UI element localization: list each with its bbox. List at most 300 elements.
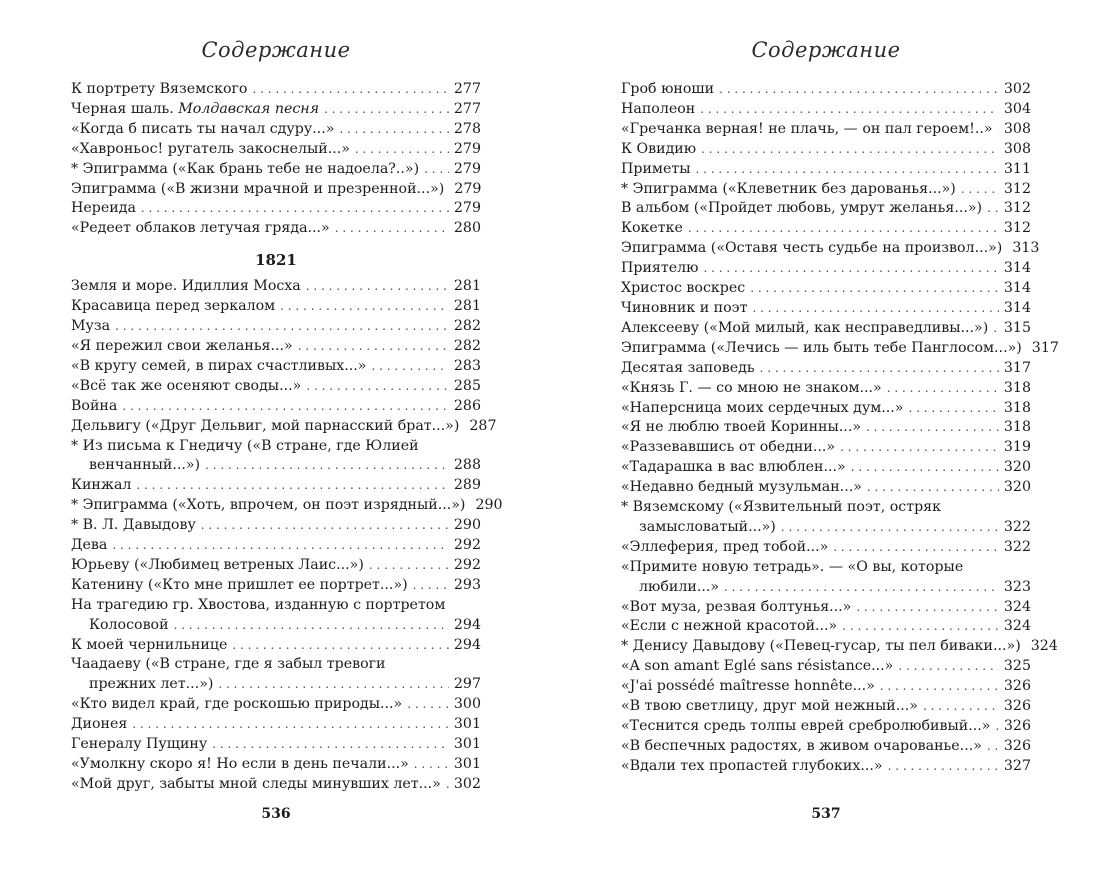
toc-entry-title bbox=[71, 695, 402, 715]
dot-leader bbox=[205, 456, 449, 476]
toc-entry bbox=[621, 160, 1031, 180]
dot-leader bbox=[995, 717, 998, 737]
toc-entry-title bbox=[71, 476, 131, 496]
dot-leader bbox=[887, 379, 999, 399]
toc-entry-title bbox=[621, 160, 690, 180]
toc-entry-title-text: Дельвигу («Друг Дельвиг, мой парнасский брат...») bbox=[71, 417, 460, 434]
toc-entry-page: 290 bbox=[475, 497, 503, 514]
toc-entry bbox=[71, 160, 481, 180]
toc-entry bbox=[621, 717, 1031, 737]
toc-entry bbox=[71, 556, 481, 576]
dot-leader bbox=[760, 359, 999, 379]
toc-entry bbox=[621, 80, 1031, 100]
toc-entry-page: 326 bbox=[1003, 718, 1031, 734]
toc-entry-title bbox=[621, 418, 861, 438]
toc-entry-page: 279 bbox=[453, 140, 481, 157]
toc-entry bbox=[71, 80, 481, 100]
dot-leader bbox=[174, 616, 449, 636]
dot-leader bbox=[867, 478, 999, 498]
toc-entry-page: 324 bbox=[1003, 618, 1031, 635]
toc-entry-title bbox=[71, 496, 465, 516]
toc-entry-title bbox=[89, 675, 213, 695]
toc-entry-title-text: «Наперсница моих сердечных дум...» bbox=[621, 399, 904, 416]
toc-entry-title bbox=[71, 80, 247, 100]
running-header: Содержание bbox=[751, 38, 901, 62]
toc-entry-page: 322 bbox=[1003, 538, 1031, 555]
dot-leader bbox=[833, 538, 999, 558]
toc-entry-page: 308 bbox=[1003, 140, 1031, 157]
toc-entry bbox=[621, 319, 1031, 339]
toc-entry bbox=[621, 757, 1031, 777]
toc-entry bbox=[621, 259, 1031, 279]
toc-entry-title bbox=[71, 397, 117, 417]
dot-leader bbox=[122, 397, 449, 417]
dot-leader bbox=[306, 277, 449, 297]
toc-entry bbox=[71, 536, 481, 556]
toc-entry bbox=[621, 478, 1031, 498]
toc-entry-title-text: «A son amant Eglé sans résistance...» bbox=[621, 658, 894, 675]
toc-entry bbox=[621, 498, 1031, 538]
toc-entry-title bbox=[71, 417, 459, 437]
toc-entry-page: 311 bbox=[1003, 160, 1031, 177]
dot-leader bbox=[703, 259, 998, 279]
toc-entry-title bbox=[89, 616, 169, 636]
toc-entry-page: 312 bbox=[1003, 200, 1031, 217]
toc-entry-title bbox=[621, 140, 696, 160]
toc-entry-page: 279 bbox=[453, 200, 481, 217]
toc-entry-title bbox=[621, 617, 837, 637]
toc-entry bbox=[71, 715, 481, 735]
toc-entry bbox=[71, 357, 481, 377]
toc-entry bbox=[621, 558, 1031, 598]
toc-entry-title bbox=[639, 518, 776, 538]
toc-entry-title bbox=[621, 180, 956, 200]
toc-entry bbox=[621, 100, 1031, 120]
toc-entry-title-text: «В кругу семей, в пирах счастливых...» bbox=[71, 357, 367, 374]
toc-entry-title-text: * В. Л. Давыдову bbox=[71, 517, 196, 534]
toc-entry-title-text: Красавица перед зеркалом bbox=[71, 298, 276, 315]
toc-entry-page: 315 bbox=[1003, 319, 1031, 336]
toc-entry-title-text: любили...» bbox=[639, 578, 720, 595]
toc-entry-page: 301 bbox=[453, 716, 481, 733]
toc-entry-page: 287 bbox=[469, 417, 497, 434]
toc-entry bbox=[621, 140, 1031, 160]
running-header: Содержание bbox=[201, 38, 351, 62]
toc-entry bbox=[71, 596, 481, 636]
toc-entry-title bbox=[71, 180, 444, 200]
toc-entry-title-text: Эпиграмма («Оставя честь судьбе на произвол...») bbox=[621, 240, 1003, 257]
toc-entry-page: 326 bbox=[1003, 698, 1031, 715]
toc-entry bbox=[71, 636, 481, 656]
dot-leader bbox=[842, 617, 999, 637]
dot-leader bbox=[355, 140, 449, 160]
toc-entry-title-line: * Из письма к Гнедичу («В стране, где Юлией bbox=[71, 437, 419, 454]
toc-entry bbox=[71, 397, 481, 417]
dot-leader bbox=[132, 715, 449, 735]
toc-entry-title bbox=[621, 598, 851, 618]
toc-entry-title-text: Десятая заповедь bbox=[621, 359, 755, 376]
year-heading: 1821 bbox=[255, 251, 297, 270]
toc-entry-title-text: Гроб юноши bbox=[621, 81, 715, 97]
toc-entry bbox=[71, 377, 481, 397]
dot-leader bbox=[724, 578, 999, 598]
toc-entry-title-text: * Эпиграмма («Хоть, впрочем, он поэт изрядный...») bbox=[71, 497, 466, 514]
toc-entry-page: 314 bbox=[1003, 260, 1031, 277]
toc-entry-page: 286 bbox=[453, 397, 481, 414]
dot-leader bbox=[407, 695, 449, 715]
toc-entry bbox=[621, 538, 1031, 558]
toc-entry-title-text: прежних лет...») bbox=[89, 676, 214, 693]
toc-entry-title-text: Война bbox=[71, 397, 118, 414]
toc-entry-title-text: В альбом («Пройдет любовь, умрут желанья...») bbox=[621, 200, 983, 217]
toc-entry-title bbox=[71, 755, 409, 775]
toc-entry bbox=[71, 100, 481, 120]
toc-entry-title-text: Наполеон bbox=[621, 100, 696, 117]
toc-entry-title-text: венчанный...») bbox=[89, 457, 201, 474]
toc-entry-title bbox=[71, 120, 334, 140]
toc-entry bbox=[71, 277, 481, 297]
toc-entry bbox=[71, 516, 481, 536]
toc-entry-title bbox=[621, 657, 893, 677]
dot-leader bbox=[112, 536, 449, 556]
toc-entry-title bbox=[621, 717, 990, 737]
toc-entry-title-text: * Эпиграмма («Как брань тебе не надоела?..») bbox=[71, 160, 420, 177]
toc-entry-title bbox=[621, 219, 683, 239]
dot-leader bbox=[998, 120, 999, 140]
toc-entry-title bbox=[621, 359, 755, 379]
toc-entry-title bbox=[71, 576, 408, 596]
toc-entry-title bbox=[89, 456, 200, 476]
toc-entry bbox=[621, 180, 1031, 200]
toc-entry-title bbox=[71, 317, 110, 337]
toc-entry-title-text: «Всё так же осеняют своды...» bbox=[71, 377, 302, 394]
toc-entry-page: 292 bbox=[453, 556, 481, 573]
toc-entry-title-text: «Тадарашка в вас влюблен...» bbox=[621, 459, 846, 476]
toc-entry-page: 279 bbox=[453, 160, 481, 177]
left-page bbox=[71, 0, 503, 880]
dot-leader bbox=[413, 576, 449, 596]
dot-leader bbox=[987, 199, 999, 219]
toc-entry-page: 324 bbox=[1003, 598, 1031, 615]
toc-entry bbox=[621, 458, 1031, 478]
toc-entry bbox=[71, 437, 481, 477]
dot-leader bbox=[252, 80, 448, 100]
toc-entry-title-text: «Кто видел край, где роскошью природы...» bbox=[71, 696, 403, 713]
toc-entry-page: 300 bbox=[453, 696, 481, 713]
toc-entry bbox=[621, 299, 1031, 319]
dot-leader bbox=[141, 199, 449, 219]
toc-entry-title-text: Приятелю bbox=[621, 260, 699, 277]
toc-entry bbox=[621, 199, 1031, 219]
dot-leader bbox=[856, 598, 999, 618]
toc-entry-title-text: «Хавроньос! ругатель закоснелый...» bbox=[71, 140, 350, 157]
toc-entry-title-text: Черная шаль. bbox=[71, 100, 179, 117]
toc-entry-title-text: замысловатый...») bbox=[639, 518, 776, 535]
toc-entry bbox=[621, 359, 1031, 379]
toc-entry-title-text: Юрьеву («Любимец ветреных Лаис...») bbox=[71, 556, 364, 573]
toc-entry-title-text: «Эллеферия, пред тобой...» bbox=[621, 538, 829, 555]
toc-entry-page: 322 bbox=[1003, 518, 1031, 535]
toc-entry-title bbox=[71, 715, 127, 735]
toc-entry-title-text: «В твою светлицу, друг мой нежный...» bbox=[621, 698, 918, 715]
toc-entry-title-text: Колосовой bbox=[89, 616, 169, 633]
toc-entry-page: 308 bbox=[1003, 120, 1031, 137]
dot-leader bbox=[866, 418, 999, 438]
toc-entry-page: 289 bbox=[453, 477, 481, 494]
toc-entry-page: 301 bbox=[453, 736, 481, 753]
toc-entry-title-text: К моей чернильнице bbox=[71, 636, 228, 653]
toc-entry-title bbox=[621, 697, 918, 717]
toc-entry-page: 324 bbox=[1030, 638, 1058, 655]
dot-leader bbox=[695, 160, 998, 180]
toc-entry-title-text: Приметы bbox=[621, 160, 691, 177]
toc-entry-title bbox=[71, 357, 366, 377]
toc-entry-title-text: «Раззевавшись от обедни...» bbox=[621, 439, 836, 456]
dot-leader bbox=[987, 737, 999, 757]
toc-entry bbox=[621, 219, 1031, 239]
toc-entry-title bbox=[621, 80, 714, 100]
toc-entry-title bbox=[621, 319, 988, 339]
dot-leader bbox=[306, 377, 449, 397]
toc-entry-title bbox=[71, 297, 275, 317]
toc-entry bbox=[621, 339, 1059, 359]
toc-entry-page: 281 bbox=[453, 298, 481, 315]
dot-leader bbox=[424, 160, 449, 180]
toc-entry-title-text: Кокетке bbox=[621, 220, 683, 237]
toc-entry-title-text: «Вдали тех пропастей глубоких...» bbox=[621, 757, 883, 774]
toc-entry-page: 277 bbox=[453, 81, 481, 97]
toc-entry bbox=[71, 219, 481, 239]
toc-entry-title-text: Эпиграмма («В жизни мрачной и презренной...») bbox=[71, 180, 445, 197]
toc-entry-title bbox=[71, 516, 196, 536]
toc-entry-title bbox=[621, 299, 747, 319]
dot-leader bbox=[688, 219, 999, 239]
toc-entry-title bbox=[621, 478, 862, 498]
toc-entry-page: 283 bbox=[453, 357, 481, 374]
toc-entry-page: 318 bbox=[1003, 399, 1031, 416]
toc-entry bbox=[621, 697, 1031, 717]
toc-entry-page: 319 bbox=[1003, 439, 1031, 456]
dot-leader bbox=[218, 675, 448, 695]
toc-entry-title-text: Дева bbox=[71, 537, 108, 554]
dot-leader bbox=[993, 319, 999, 339]
page-number: 537 bbox=[811, 806, 841, 822]
toc-entry bbox=[71, 180, 481, 200]
toc-entry-title-text: Катенину («Кто мне пришлет ее портрет...») bbox=[71, 576, 408, 593]
toc-entry-title bbox=[621, 100, 695, 120]
toc-entry-title-text: «Мой друг, забыты мной следы минувших лет...» bbox=[71, 775, 441, 792]
toc-entry bbox=[71, 735, 481, 755]
toc-entry-title-text: «J'ai possédé maîtresse honnête...» bbox=[621, 678, 875, 695]
toc-list bbox=[621, 80, 1059, 777]
dot-leader bbox=[298, 337, 449, 357]
toc-entry-title bbox=[71, 536, 107, 556]
toc-entry-page: 318 bbox=[1003, 379, 1031, 396]
toc-entry bbox=[71, 775, 481, 795]
dot-leader bbox=[880, 677, 999, 697]
toc-entry-title bbox=[71, 199, 136, 219]
toc-entry-title bbox=[621, 737, 982, 757]
dot-leader bbox=[908, 399, 998, 419]
toc-entry-page: 327 bbox=[1003, 757, 1031, 774]
toc-entry-title bbox=[71, 735, 207, 755]
toc-entry-title bbox=[71, 337, 293, 357]
toc-entry-page: 278 bbox=[453, 120, 481, 137]
toc-entry-page: 294 bbox=[453, 636, 481, 653]
toc-entry-page: 304 bbox=[1003, 100, 1031, 117]
toc-entry-title-text: Эпиграмма («Лечись — иль быть тебе Панглосом...») bbox=[621, 339, 1022, 356]
toc-entry-title bbox=[71, 140, 350, 160]
toc-entry-title bbox=[621, 120, 993, 140]
toc-entry-page: 293 bbox=[453, 576, 481, 593]
toc-entry bbox=[621, 239, 1040, 259]
right-page bbox=[621, 0, 1059, 880]
toc-entry bbox=[621, 120, 1031, 140]
dot-leader bbox=[232, 636, 449, 656]
toc-entry-title bbox=[621, 538, 828, 558]
toc-entry-page: 280 bbox=[453, 220, 481, 237]
dot-leader bbox=[280, 297, 449, 317]
toc-entry-title-text: «Гречанка верная! не плачь, — он пал героем!..» bbox=[621, 120, 993, 137]
toc-entry-title-text: Генералу Пущину bbox=[71, 736, 208, 753]
toc-entry bbox=[71, 140, 481, 160]
dot-leader bbox=[752, 299, 998, 319]
toc-entry bbox=[71, 120, 481, 140]
toc-entry-title bbox=[71, 556, 364, 576]
toc-entry-title-text: «Умолкну скоро я! Но если в день печали...» bbox=[71, 756, 409, 772]
dot-leader bbox=[446, 775, 449, 795]
toc-entry-title bbox=[621, 438, 835, 458]
toc-entry-page: 282 bbox=[453, 318, 481, 335]
dot-leader bbox=[700, 100, 999, 120]
toc-entry-page: 314 bbox=[1003, 280, 1031, 297]
dot-leader bbox=[371, 357, 448, 377]
toc-entry-title bbox=[621, 399, 903, 419]
toc-entry bbox=[621, 379, 1031, 399]
toc-entry-title-line: * Вяземскому («Язвительный поэт, остряк bbox=[621, 499, 941, 516]
dot-leader bbox=[781, 518, 999, 538]
toc-entry-page: 301 bbox=[453, 756, 481, 772]
toc-entry bbox=[71, 655, 481, 695]
toc-entry-title bbox=[639, 578, 719, 598]
toc-entry-page: 285 bbox=[453, 377, 481, 394]
dot-leader bbox=[923, 697, 999, 717]
toc-entry bbox=[71, 476, 481, 496]
toc-entry-page: 277 bbox=[453, 100, 481, 117]
toc-entry-title-line: На трагедию гр. Хвостова, изданную с портретом bbox=[71, 596, 446, 613]
toc-entry-title bbox=[621, 458, 846, 478]
toc-entry-page: 320 bbox=[1003, 459, 1031, 476]
toc-entry bbox=[621, 677, 1031, 697]
toc-entry-title-text: Нереида bbox=[71, 200, 136, 217]
toc-entry-title-text: «Я не люблю твоей Коринны...» bbox=[621, 419, 862, 436]
toc-entry bbox=[71, 695, 481, 715]
toc-entry-page: 314 bbox=[1003, 299, 1031, 316]
toc-entry-page: 282 bbox=[453, 337, 481, 354]
toc-entry-page: 290 bbox=[453, 517, 481, 534]
dot-leader bbox=[719, 80, 999, 100]
toc-entry-title-line: Чаадаеву («В стране, где я забыл тревоги bbox=[71, 656, 386, 673]
toc-entry bbox=[621, 657, 1031, 677]
toc-entry-title-text: Алексееву («Мой милый, как несправедливы...») bbox=[621, 319, 989, 336]
toc-entry-page: 302 bbox=[453, 775, 481, 792]
dot-leader bbox=[840, 438, 999, 458]
dot-leader bbox=[324, 100, 449, 120]
toc-entry bbox=[621, 637, 1058, 657]
toc-entry-title-text: «Я пережил свои желанья...» bbox=[71, 337, 293, 354]
page-number: 536 bbox=[261, 806, 291, 822]
toc-entry-title-text: «Недавно бедный музульман...» bbox=[621, 479, 862, 496]
dot-leader bbox=[212, 735, 449, 755]
dot-leader bbox=[701, 140, 999, 160]
toc-entry bbox=[621, 737, 1031, 757]
toc-entry bbox=[71, 417, 497, 437]
toc-entry-title-text: «Когда б писать ты начал сдуру...» bbox=[71, 120, 335, 137]
toc-entry bbox=[71, 337, 481, 357]
dot-leader bbox=[750, 279, 999, 299]
toc-entry-title-text: Дионея bbox=[71, 716, 128, 733]
toc-entry-page: 312 bbox=[1003, 220, 1031, 237]
toc-entry-page: 317 bbox=[1031, 339, 1059, 356]
toc-entry bbox=[621, 399, 1031, 419]
toc-entry-title-text: «В беспечных радостях, в живом очарованье...» bbox=[621, 737, 982, 754]
toc-entry-page: 294 bbox=[453, 616, 481, 633]
toc-list bbox=[71, 80, 503, 795]
toc-entry-title bbox=[621, 637, 1021, 657]
toc-entry-title bbox=[71, 219, 330, 239]
toc-entry-page: 279 bbox=[454, 180, 482, 197]
toc-entry-page: 312 bbox=[1003, 180, 1031, 197]
toc-entry bbox=[621, 438, 1031, 458]
toc-entry bbox=[621, 418, 1031, 438]
toc-entry-page: 325 bbox=[1003, 658, 1031, 675]
dot-leader bbox=[369, 556, 449, 576]
toc-entry bbox=[71, 576, 481, 596]
dot-leader bbox=[888, 757, 999, 777]
toc-entry-page: 323 bbox=[1003, 578, 1031, 595]
toc-entry-page: 297 bbox=[453, 676, 481, 693]
toc-entry bbox=[621, 598, 1031, 618]
toc-entry-title-text: «Если с нежной красотой...» bbox=[621, 618, 838, 635]
toc-entry-title-text: * Эпиграмма («Клеветник без дарованья...») bbox=[621, 180, 956, 197]
toc-entry-page: 313 bbox=[1012, 240, 1040, 257]
toc-entry-page: 317 bbox=[1003, 359, 1031, 376]
dot-leader bbox=[136, 476, 448, 496]
toc-entry-title-text: «Вот муза, резвая болтунья...» bbox=[621, 598, 852, 615]
toc-entry-title bbox=[71, 277, 301, 297]
dot-leader bbox=[961, 180, 999, 200]
toc-entry-title bbox=[621, 757, 883, 777]
dot-leader bbox=[115, 317, 449, 337]
toc-entry-title bbox=[71, 160, 419, 180]
toc-entry-title-text: Кинжал bbox=[71, 477, 132, 494]
toc-entry-page: 320 bbox=[1003, 479, 1031, 496]
toc-entry-subtitle: Молдавская песня bbox=[178, 100, 320, 117]
toc-entry-title-line: «Примите новую тетрадь». — «О вы, которые bbox=[621, 558, 964, 575]
toc-entry-page: 326 bbox=[1003, 737, 1031, 754]
toc-entry-title-text: «Теснится средь толпы еврей сребролюбивый...» bbox=[621, 718, 991, 734]
toc-entry-title bbox=[621, 239, 1002, 259]
toc-entry-title bbox=[621, 259, 698, 279]
toc-entry-title bbox=[71, 377, 301, 397]
toc-entry bbox=[71, 496, 503, 516]
toc-entry-title-text: Земля и море. Идиллия Мосха bbox=[71, 278, 301, 295]
toc-entry-page: 302 bbox=[1003, 81, 1031, 97]
toc-entry-title bbox=[621, 379, 882, 399]
toc-entry-title-text: «Князь Г. — со мною не знаком...» bbox=[621, 379, 882, 396]
toc-entry-title bbox=[71, 100, 319, 120]
dot-leader bbox=[851, 458, 999, 478]
